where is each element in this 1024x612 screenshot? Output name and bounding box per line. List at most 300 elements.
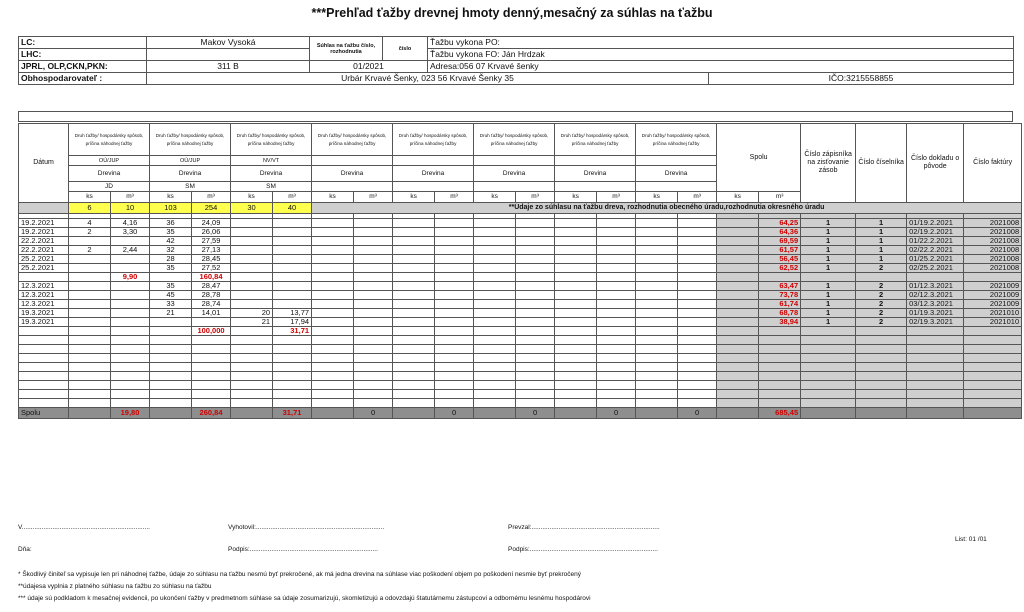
table-row bbox=[19, 264, 1022, 273]
empty-cell bbox=[597, 390, 636, 399]
empty-cell bbox=[516, 390, 555, 399]
empty-cell bbox=[717, 345, 759, 354]
empty-cell bbox=[597, 291, 636, 300]
empty-cell bbox=[555, 318, 597, 327]
empty-cell bbox=[555, 309, 597, 318]
ciselnik-cell: 2 bbox=[856, 264, 907, 273]
empty-cell bbox=[678, 264, 717, 273]
empty-cell bbox=[312, 372, 354, 381]
nv-ks bbox=[231, 237, 273, 246]
spolu-m3: 61,74 bbox=[759, 300, 801, 309]
empty-cell bbox=[231, 363, 273, 372]
drevina-code-2: SM bbox=[231, 182, 312, 192]
empty-cell bbox=[516, 237, 555, 246]
empty-cell bbox=[964, 363, 1022, 372]
empty-cell bbox=[19, 354, 69, 363]
spolu-m3: 68,78 bbox=[759, 309, 801, 318]
row-date: 12.3.2021 bbox=[19, 282, 69, 291]
empty-cell bbox=[393, 264, 435, 273]
empty-cell bbox=[516, 327, 555, 336]
empty-cell bbox=[801, 336, 856, 345]
empty-cell bbox=[907, 399, 964, 408]
empty-cell bbox=[636, 390, 678, 399]
empty-cell bbox=[597, 219, 636, 228]
empty-cell bbox=[801, 381, 856, 390]
empty-cell bbox=[516, 273, 555, 282]
empty-cell bbox=[354, 273, 393, 282]
empty-cell bbox=[597, 345, 636, 354]
footer-dna: Dňa: bbox=[18, 546, 32, 553]
spolu-m3: 63,47 bbox=[759, 282, 801, 291]
table-row bbox=[19, 381, 1022, 390]
empty-cell bbox=[354, 372, 393, 381]
empty-cell bbox=[354, 390, 393, 399]
spolu-m3: 56,45 bbox=[759, 255, 801, 264]
nv-ks bbox=[231, 246, 273, 255]
empty-cell bbox=[393, 345, 435, 354]
empty-cell bbox=[636, 237, 678, 246]
empty-cell bbox=[856, 354, 907, 363]
empty-cell bbox=[759, 363, 801, 372]
empty-cell bbox=[192, 399, 231, 408]
empty-cell bbox=[555, 282, 597, 291]
empty-cell bbox=[474, 336, 516, 345]
group-sub-6 bbox=[555, 156, 636, 166]
empty-cell bbox=[856, 345, 907, 354]
jd-ks bbox=[69, 291, 111, 300]
empty-cell bbox=[393, 255, 435, 264]
row-date: 19.3.2021 bbox=[19, 318, 69, 327]
empty-cell bbox=[273, 345, 312, 354]
empty-cell bbox=[435, 282, 474, 291]
table-row bbox=[19, 318, 1022, 327]
empty-cell bbox=[111, 372, 150, 381]
nv-m3 bbox=[273, 255, 312, 264]
empty-cell bbox=[150, 363, 192, 372]
table-row bbox=[19, 246, 1022, 255]
empty-cell bbox=[354, 381, 393, 390]
sm-ks: 35 bbox=[150, 282, 192, 291]
sm-ks bbox=[150, 327, 192, 336]
empty-cell bbox=[393, 246, 435, 255]
suhlas-value-cell: 30 bbox=[231, 203, 273, 214]
table-row bbox=[19, 291, 1022, 300]
empty-cell bbox=[474, 255, 516, 264]
empty-cell bbox=[435, 273, 474, 282]
empty-cell bbox=[597, 264, 636, 273]
empty-cell bbox=[273, 354, 312, 363]
doklad-header: Číslo dokladu o pôvode bbox=[907, 124, 964, 203]
empty-cell bbox=[717, 336, 759, 345]
empty-cell bbox=[717, 399, 759, 408]
empty-cell bbox=[435, 291, 474, 300]
empty-cell bbox=[636, 381, 678, 390]
m3-header: m³ bbox=[597, 192, 636, 203]
empty-cell bbox=[678, 300, 717, 309]
ciselnik-header: Číslo číselníka bbox=[856, 124, 907, 203]
empty-cell bbox=[354, 219, 393, 228]
empty-cell bbox=[312, 273, 354, 282]
jd-m3 bbox=[111, 264, 150, 273]
spolu-header: Spolu bbox=[717, 124, 801, 192]
empty-cell bbox=[312, 327, 354, 336]
empty-cell bbox=[678, 237, 717, 246]
drevina-label-2: Drevina bbox=[231, 166, 312, 182]
empty-cell bbox=[678, 381, 717, 390]
drevina-label-7: Drevina bbox=[636, 166, 717, 182]
nv-m3: 17,94 bbox=[273, 318, 312, 327]
empty-cell bbox=[555, 345, 597, 354]
empty-cell bbox=[678, 345, 717, 354]
obh-label: Obhospodarovateľ : bbox=[19, 73, 147, 85]
jd-m3: 2,44 bbox=[111, 246, 150, 255]
m3-header: m³ bbox=[192, 192, 231, 203]
empty-cell bbox=[555, 381, 597, 390]
empty-cell bbox=[435, 300, 474, 309]
empty-cell bbox=[393, 273, 435, 282]
spolu-group-total: 0 bbox=[597, 408, 636, 419]
empty-cell bbox=[516, 399, 555, 408]
row-date bbox=[19, 327, 69, 336]
sm-m3 bbox=[192, 318, 231, 327]
empty-cell bbox=[597, 399, 636, 408]
empty-cell bbox=[717, 363, 759, 372]
empty-cell bbox=[312, 255, 354, 264]
empty-cell bbox=[69, 381, 111, 390]
sm-ks: 33 bbox=[150, 300, 192, 309]
empty-cell bbox=[636, 264, 678, 273]
suhlas-value-cell: 254 bbox=[192, 203, 231, 214]
ks-header: ks bbox=[636, 192, 678, 203]
nv-m3 bbox=[273, 237, 312, 246]
empty-cell bbox=[555, 273, 597, 282]
footer-list: List: 01 /01 bbox=[955, 536, 987, 543]
empty-cell bbox=[678, 291, 717, 300]
group-sub-0: OÚ/JUP bbox=[69, 156, 150, 166]
empty-cell bbox=[111, 390, 150, 399]
empty-cell bbox=[964, 372, 1022, 381]
empty-cell bbox=[555, 336, 597, 345]
jd-ks bbox=[69, 282, 111, 291]
doklad-cell: 02/25.2.2021 bbox=[907, 264, 964, 273]
empty-cell bbox=[555, 237, 597, 246]
spolu-row bbox=[19, 408, 1022, 419]
nv-ks bbox=[231, 273, 273, 282]
empty-cell bbox=[516, 246, 555, 255]
zapisnik-cell: 1 bbox=[801, 255, 856, 264]
spolu-group-total: 0 bbox=[435, 408, 474, 419]
ciselnik-cell bbox=[856, 327, 907, 336]
zapisnik-cell: 1 bbox=[801, 309, 856, 318]
spolu-ks bbox=[717, 228, 759, 237]
druh-header-2: Druh ťažby/ hospodársky spôsob, príčina náhodnej ťažby bbox=[231, 124, 312, 156]
group-sub-1: OÚ/JUP bbox=[150, 156, 231, 166]
empty-cell bbox=[474, 219, 516, 228]
empty-cell bbox=[636, 318, 678, 327]
empty-cell bbox=[759, 336, 801, 345]
row-date: 25.2.2021 bbox=[19, 255, 69, 264]
drevina-code-0: JD bbox=[69, 182, 150, 192]
drevina-code-3 bbox=[312, 182, 393, 192]
empty-cell bbox=[312, 354, 354, 363]
spolu-group-total: 0 bbox=[516, 408, 555, 419]
empty-cell bbox=[856, 363, 907, 372]
empty-cell bbox=[393, 399, 435, 408]
empty-cell bbox=[192, 381, 231, 390]
empty-cell bbox=[435, 309, 474, 318]
empty-cell bbox=[435, 318, 474, 327]
spolu-sm: 260,84 bbox=[192, 408, 231, 419]
empty-cell bbox=[192, 345, 231, 354]
spacer-row bbox=[18, 111, 1013, 122]
ks-header: ks bbox=[231, 192, 273, 203]
m3-header: m³ bbox=[516, 192, 555, 203]
sm-ks: 21 bbox=[150, 309, 192, 318]
empty-cell bbox=[474, 246, 516, 255]
table-row bbox=[19, 390, 1022, 399]
m3-header: m³ bbox=[111, 192, 150, 203]
sm-m3: 28,78 bbox=[192, 291, 231, 300]
doklad-cell: 01/19.3.2021 bbox=[907, 309, 964, 318]
empty-cell bbox=[435, 327, 474, 336]
empty-cell bbox=[150, 390, 192, 399]
empty-cell bbox=[516, 381, 555, 390]
empty-cell bbox=[354, 300, 393, 309]
zapisnik-cell: 1 bbox=[801, 264, 856, 273]
empty-cell bbox=[907, 363, 964, 372]
spolu-ks bbox=[717, 291, 759, 300]
zapisnik-cell: 1 bbox=[801, 318, 856, 327]
empty-cell bbox=[312, 390, 354, 399]
faktura-cell: 2021008 bbox=[964, 246, 1022, 255]
empty-cell bbox=[907, 390, 964, 399]
empty-cell bbox=[516, 255, 555, 264]
sm-ks: 35 bbox=[150, 228, 192, 237]
jprl-value: 311 B bbox=[147, 61, 310, 73]
footer-podpis-1: Podpis:....................................................................... bbox=[228, 546, 378, 553]
empty-cell bbox=[231, 390, 273, 399]
fo-label: Ťažbu vykona FO: Ján Hrdzak bbox=[428, 49, 1014, 61]
ciselnik-cell: 2 bbox=[856, 318, 907, 327]
empty-cell bbox=[150, 381, 192, 390]
empty-cell bbox=[474, 300, 516, 309]
empty-cell bbox=[354, 318, 393, 327]
spolu-row-label: Spolu bbox=[19, 408, 69, 419]
spolu-ks bbox=[717, 300, 759, 309]
empty-cell bbox=[19, 363, 69, 372]
druh-header-3: Druh ťažby/ hospodársky spôsob, príčina náhodnej ťažby bbox=[312, 124, 393, 156]
empty-cell bbox=[435, 372, 474, 381]
m3-header: m³ bbox=[273, 192, 312, 203]
empty-cell bbox=[435, 255, 474, 264]
empty-cell bbox=[393, 381, 435, 390]
empty-cell bbox=[312, 291, 354, 300]
empty-cell bbox=[354, 255, 393, 264]
sm-ks: 36 bbox=[150, 219, 192, 228]
jd-m3 bbox=[111, 309, 150, 318]
group-sub-7 bbox=[636, 156, 717, 166]
ciselnik-cell: 2 bbox=[856, 291, 907, 300]
table-row bbox=[19, 237, 1022, 246]
group-sub-5 bbox=[474, 156, 555, 166]
nv-ks bbox=[231, 300, 273, 309]
empty-cell bbox=[354, 246, 393, 255]
faktura-cell: 2021008 bbox=[964, 237, 1022, 246]
zapisnik-cell: 1 bbox=[801, 300, 856, 309]
empty-cell bbox=[435, 246, 474, 255]
spolu-ks bbox=[717, 246, 759, 255]
empty-cell bbox=[393, 291, 435, 300]
nv-m3 bbox=[273, 246, 312, 255]
spolu-ks bbox=[717, 264, 759, 273]
empty-cell bbox=[474, 264, 516, 273]
jd-m3: 3,30 bbox=[111, 228, 150, 237]
empty-cell bbox=[801, 372, 856, 381]
row-date bbox=[19, 273, 69, 282]
header-table bbox=[18, 36, 1014, 85]
m3-header: m³ bbox=[759, 192, 801, 203]
empty-cell bbox=[856, 399, 907, 408]
drevina-label-0: Drevina bbox=[69, 166, 150, 182]
empty-cell bbox=[19, 381, 69, 390]
empty-cell bbox=[312, 363, 354, 372]
ciselnik-cell: 2 bbox=[856, 309, 907, 318]
empty-cell bbox=[312, 300, 354, 309]
empty-cell bbox=[69, 354, 111, 363]
footer-vyhotovil: Vyhotovil:....................................................................... bbox=[228, 524, 385, 531]
ciselnik-cell: 2 bbox=[856, 300, 907, 309]
faktura-cell: 2021008 bbox=[964, 264, 1022, 273]
empty-cell bbox=[435, 399, 474, 408]
spolu-group-total: 0 bbox=[354, 408, 393, 419]
faktura-cell: 2021009 bbox=[964, 300, 1022, 309]
druh-header-0: Druh ťažby/ hospodársky spôsob, príčina náhodnej ťažby bbox=[69, 124, 150, 156]
faktura-cell bbox=[964, 273, 1022, 282]
suhlas-value-cell: 6 bbox=[69, 203, 111, 214]
spolu-group-total: 0 bbox=[678, 408, 717, 419]
ks-header: ks bbox=[474, 192, 516, 203]
empty-cell bbox=[597, 336, 636, 345]
drevina-code-5 bbox=[474, 182, 555, 192]
spolu-m3: 64,36 bbox=[759, 228, 801, 237]
row-date: 19.3.2021 bbox=[19, 309, 69, 318]
empty-cell bbox=[597, 237, 636, 246]
empty-cell bbox=[678, 273, 717, 282]
empty-cell bbox=[597, 228, 636, 237]
sm-m3: 27,52 bbox=[192, 264, 231, 273]
zapisnik-cell: 1 bbox=[801, 282, 856, 291]
empty-cell bbox=[150, 399, 192, 408]
empty-cell bbox=[801, 345, 856, 354]
empty-cell bbox=[192, 363, 231, 372]
empty-cell bbox=[312, 282, 354, 291]
empty-cell bbox=[964, 336, 1022, 345]
suhlas-label: Súhlas na ťažbu číslo, rozhodnutia bbox=[310, 37, 383, 61]
harvest-table bbox=[18, 123, 1022, 419]
empty-cell bbox=[636, 300, 678, 309]
empty-cell bbox=[555, 354, 597, 363]
jd-ks bbox=[69, 309, 111, 318]
druh-header-5: Druh ťažby/ hospodársky spôsob, príčina náhodnej ťažby bbox=[474, 124, 555, 156]
empty-cell bbox=[435, 264, 474, 273]
empty-cell bbox=[516, 228, 555, 237]
footnote-2: **údajesa vyplnia z platného súhlasu na ťažbu zo súhlasu na ťažbu bbox=[18, 583, 212, 590]
ciselnik-cell: 1 bbox=[856, 237, 907, 246]
jd-m3 bbox=[111, 237, 150, 246]
empty-cell bbox=[597, 246, 636, 255]
faktura-cell: 2021010 bbox=[964, 318, 1022, 327]
drevina-code-7 bbox=[636, 182, 717, 192]
empty-cell bbox=[801, 354, 856, 363]
nv-m3 bbox=[273, 219, 312, 228]
empty-cell bbox=[516, 300, 555, 309]
empty-cell bbox=[474, 327, 516, 336]
empty-cell bbox=[907, 354, 964, 363]
page-title: ***Prehľad ťažby drevnej hmoty denný,mesačný za súhlas na ťažbu bbox=[311, 6, 713, 20]
empty-cell bbox=[555, 363, 597, 372]
spolu-ks bbox=[717, 327, 759, 336]
empty-cell bbox=[69, 399, 111, 408]
spolu-ks bbox=[717, 273, 759, 282]
empty-cell bbox=[69, 345, 111, 354]
obh-value: Urbár Krvavé Šenky, 023 56 Krvavé Šenky 35 bbox=[147, 73, 709, 85]
ks-header: ks bbox=[312, 192, 354, 203]
empty-cell bbox=[312, 399, 354, 408]
empty-cell bbox=[474, 354, 516, 363]
faktura-cell: 2021008 bbox=[964, 228, 1022, 237]
footnote-1: * Škodlivý činiteľ sa vypisuje len pri náhodnej ťažbe, údaje zo súhlasu na ťažbu nesmú byť prekročené, ak má jedna drevina na súhlase viac poškodení objem po poškodení nesmie byť prekročený bbox=[18, 571, 582, 578]
empty-cell bbox=[312, 336, 354, 345]
sm-m3: 27,59 bbox=[192, 237, 231, 246]
doklad-cell: 01/12.3.2021 bbox=[907, 282, 964, 291]
row-date: 22.2.2021 bbox=[19, 237, 69, 246]
sm-m3: 28,45 bbox=[192, 255, 231, 264]
empty-cell bbox=[354, 354, 393, 363]
empty-cell bbox=[636, 219, 678, 228]
empty-cell bbox=[759, 354, 801, 363]
empty-cell bbox=[19, 399, 69, 408]
empty-cell bbox=[111, 354, 150, 363]
empty-cell bbox=[555, 327, 597, 336]
empty-cell bbox=[516, 372, 555, 381]
empty-cell bbox=[555, 228, 597, 237]
empty-cell bbox=[678, 336, 717, 345]
table-row bbox=[19, 282, 1022, 291]
empty-cell bbox=[801, 363, 856, 372]
ciselnik-cell: 2 bbox=[856, 282, 907, 291]
ciselnik-cell: 1 bbox=[856, 228, 907, 237]
footnote-3: *** údaje sú podkladom k mesačnej evidencii, po ukončení ťažby v predmetnom súhlase sa údaje zosumarizujú, skomletizujú a odovzdajú štatutárnemu zástupcovi a odbornému lesnému hospodárovi bbox=[18, 595, 591, 602]
empty-cell bbox=[636, 273, 678, 282]
spolu-ks bbox=[717, 255, 759, 264]
ciselnik-cell: 1 bbox=[856, 255, 907, 264]
jd-m3 bbox=[111, 291, 150, 300]
empty-cell bbox=[435, 363, 474, 372]
nv-m3 bbox=[273, 273, 312, 282]
jd-m3 bbox=[111, 327, 150, 336]
empty-cell bbox=[555, 264, 597, 273]
row-date: 19.2.2021 bbox=[19, 219, 69, 228]
zapisnik-cell: 1 bbox=[801, 246, 856, 255]
spolu-ks bbox=[717, 309, 759, 318]
suhlas-value: 01/2021 bbox=[310, 61, 428, 73]
suhlas-value-cell: 40 bbox=[273, 203, 312, 214]
empty-cell bbox=[555, 246, 597, 255]
lc-label: LC: bbox=[19, 37, 147, 49]
empty-cell bbox=[273, 399, 312, 408]
empty-cell bbox=[597, 372, 636, 381]
doklad-cell: 02/22.2.2021 bbox=[907, 246, 964, 255]
